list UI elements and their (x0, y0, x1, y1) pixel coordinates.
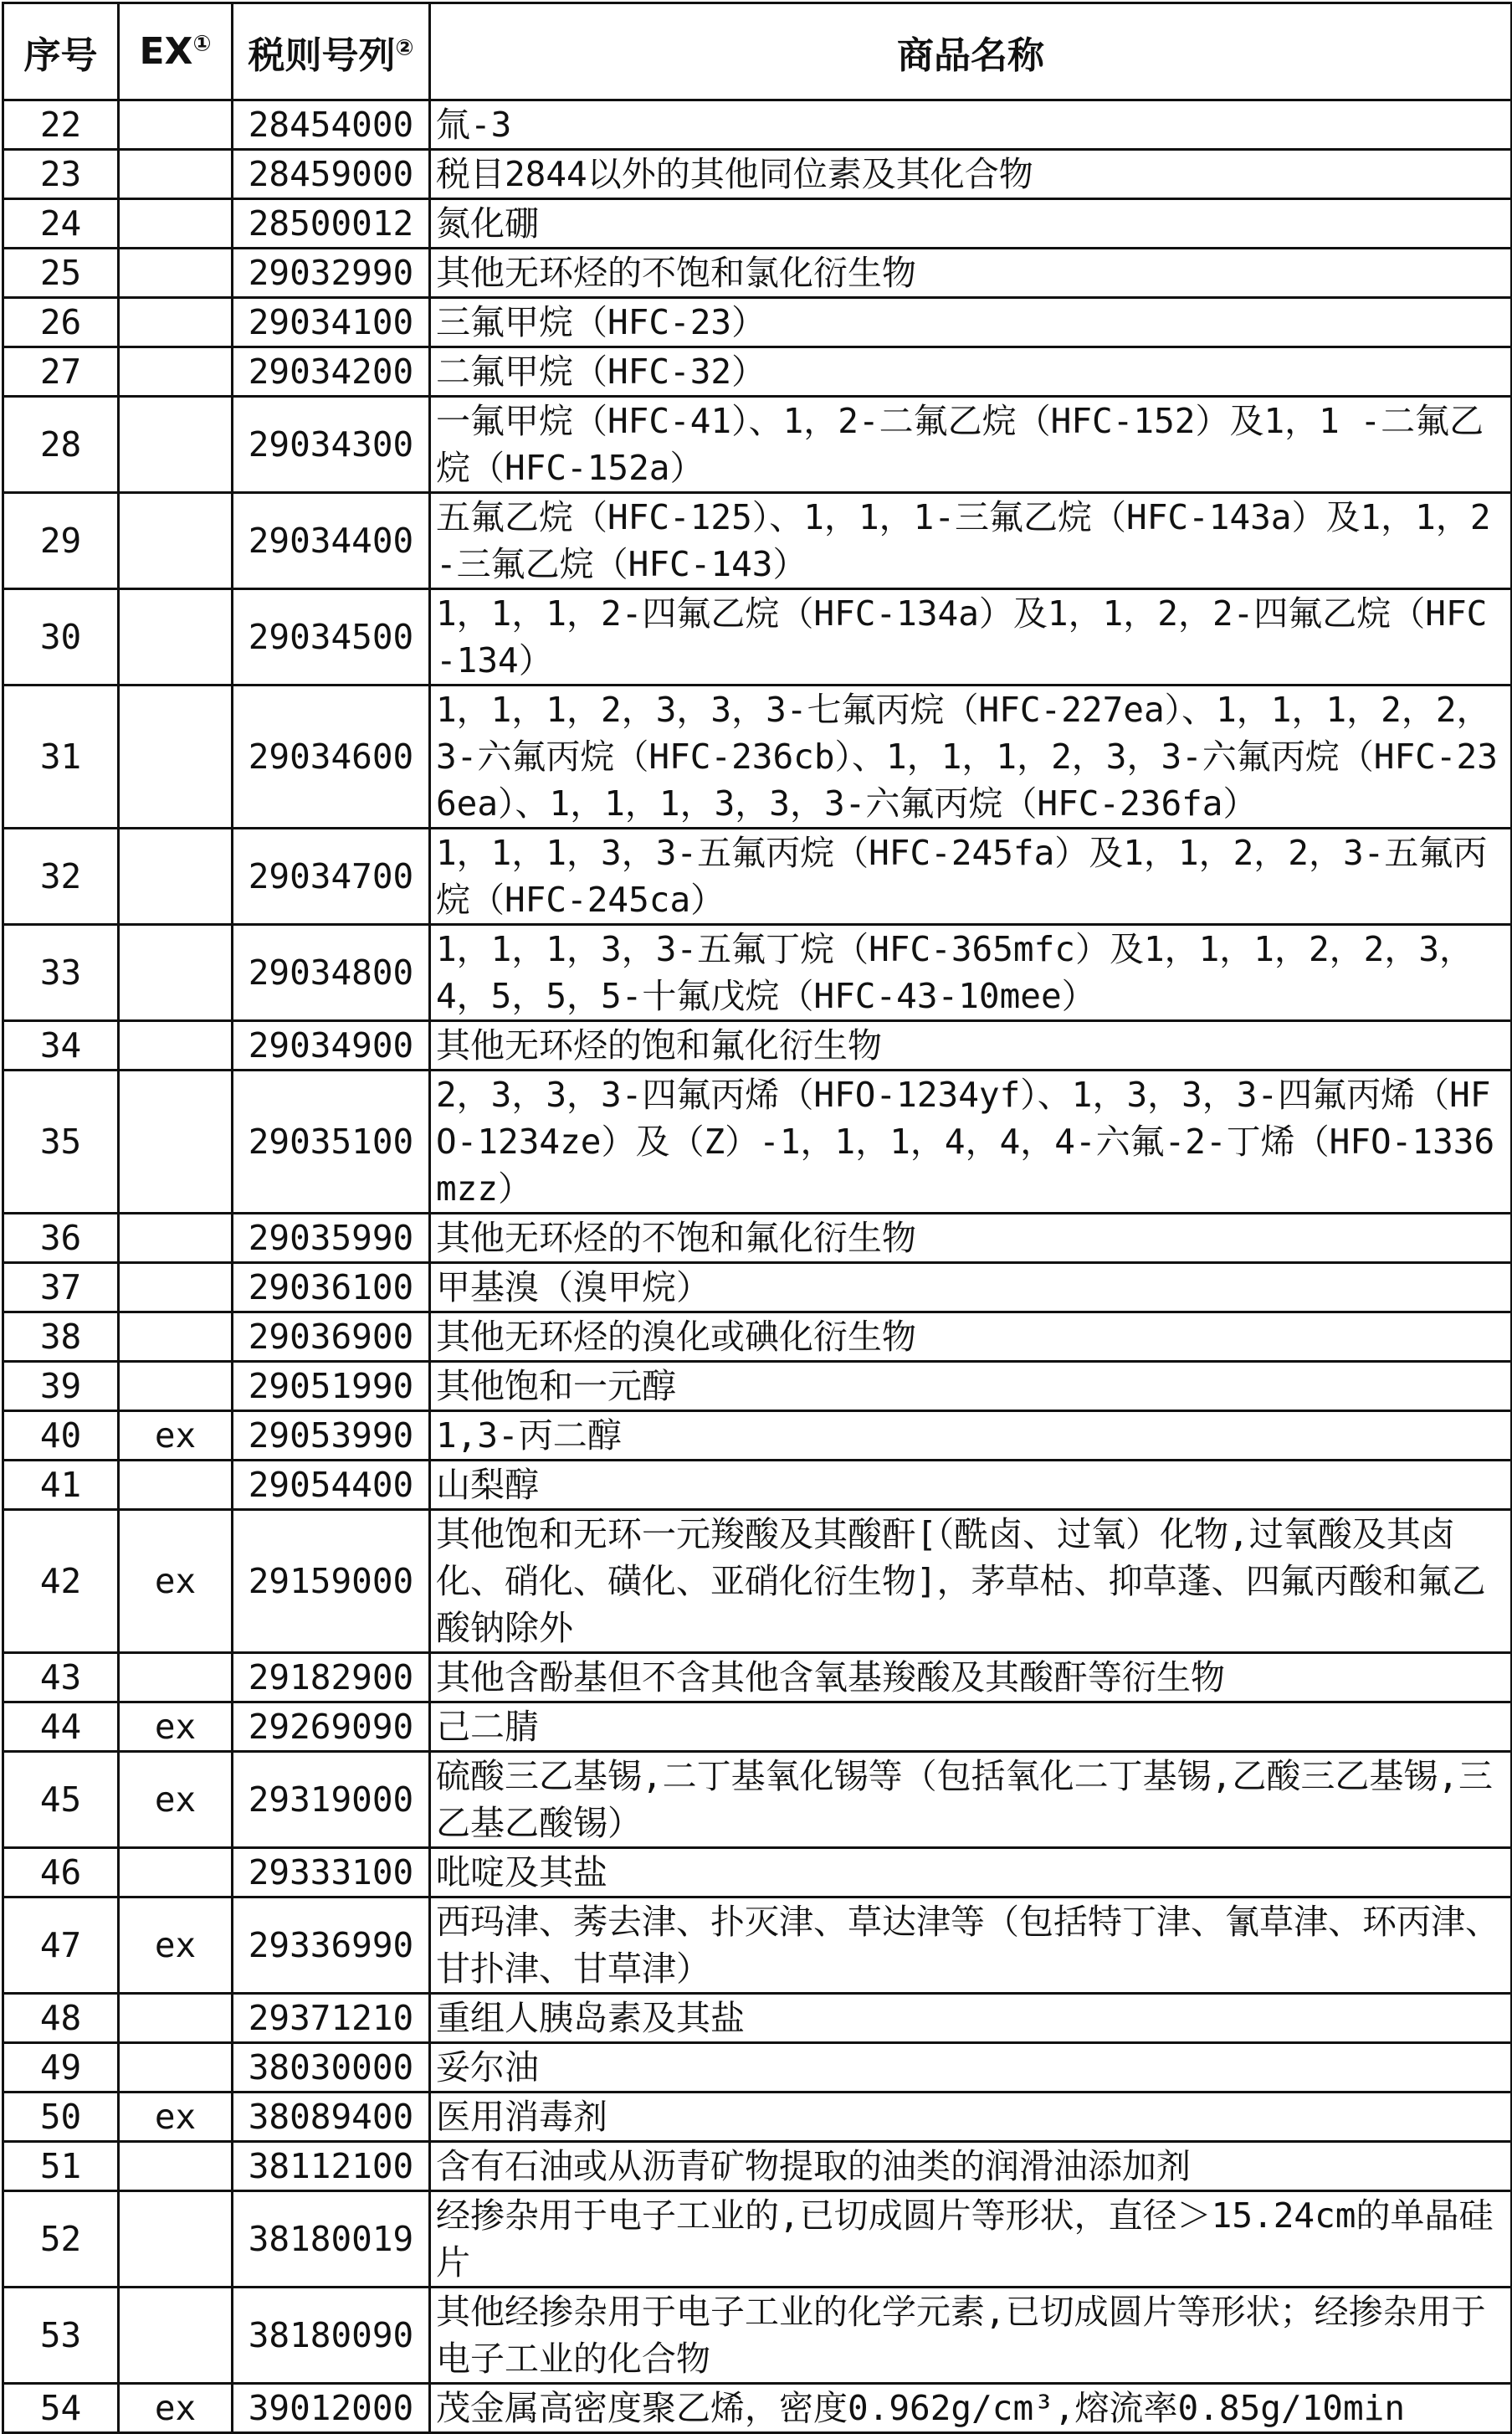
cell-code: 38180090 (233, 2288, 430, 2384)
table-row (3, 1510, 1512, 1653)
cell-code: 29053990 (233, 1411, 430, 1461)
cell-ex: ex (119, 1510, 233, 1653)
cell-seq: 23 (3, 150, 119, 199)
cell-seq: 32 (3, 829, 119, 925)
cell-name: 硫酸三乙基锡,二丁基氧化锡等（包括氧化二丁基锡,乙酸三乙基锡,三乙基乙酸锡） (430, 1752, 1512, 1848)
header-name: 商品名称 (430, 3, 1512, 100)
cell-code: 29034500 (233, 589, 430, 686)
cell-name: 一氟甲烷（HFC-41）、1，2-二氟乙烷（HFC-152）及1，1 -二氟乙烷（HFC-152a） (430, 397, 1512, 493)
cell-ex: ex (119, 1702, 233, 1752)
cell-name: 氮化硼 (430, 199, 1512, 249)
cell-name: 西玛津、莠去津、扑灭津、草达津等（包括特丁津、氰草津、环丙津、甘扑津、甘草津） (430, 1897, 1512, 1994)
cell-name: 其他无环烃的溴化或碘化衍生物 (430, 1312, 1512, 1362)
table-row (3, 1071, 1512, 1214)
cell-name: 医用消毒剂 (430, 2093, 1512, 2142)
cell-seq: 27 (3, 347, 119, 397)
cell-seq: 51 (3, 2142, 119, 2191)
cell-ex (119, 589, 233, 686)
table-row (3, 1702, 1512, 1752)
cell-ex (119, 1071, 233, 1214)
cell-seq: 40 (3, 1411, 119, 1461)
cell-ex (119, 249, 233, 298)
cell-code: 38030000 (233, 2043, 430, 2093)
cell-ex: ex (119, 2384, 233, 2433)
cell-ex (119, 150, 233, 199)
cell-name: 其他饱和无环一元羧酸及其酸酐[（酰卤、过氧）化物,过氧酸及其卤化、硝化、磺化、亚硝化衍生物]，茅草枯、抑草蓬、四氟丙酸和氟乙酸钠除外 (430, 1510, 1512, 1653)
cell-ex (119, 1021, 233, 1071)
table-row (3, 249, 1512, 298)
cell-ex (119, 1362, 233, 1411)
cell-code: 28454000 (233, 100, 430, 150)
cell-code: 38112100 (233, 2142, 430, 2191)
cell-ex (119, 1653, 233, 1702)
cell-ex (119, 1263, 233, 1312)
table-row (3, 1214, 1512, 1263)
cell-name: 其他经掺杂用于电子工业的化学元素,已切成圆片等形状；经掺杂用于电子工业的化合物 (430, 2288, 1512, 2384)
cell-seq: 25 (3, 249, 119, 298)
cell-name: 甲基溴（溴甲烷） (430, 1263, 1512, 1312)
cell-code: 29269090 (233, 1702, 430, 1752)
table-row (3, 1897, 1512, 1994)
header-ex-footnote: ① (192, 31, 212, 57)
cell-seq: 45 (3, 1752, 119, 1848)
cell-name: 1,3-丙二醇 (430, 1411, 1512, 1461)
cell-code: 29034100 (233, 298, 430, 347)
header-code-label: 税则号列 (248, 33, 396, 77)
header-code-footnote: ② (395, 34, 414, 60)
cell-name: 茂金属高密度聚乙烯，密度0.962g/cm³,熔流率0.85g/10min (430, 2384, 1512, 2433)
cell-seq: 44 (3, 1702, 119, 1752)
cell-ex (119, 2191, 233, 2288)
header-ex (119, 3, 233, 100)
cell-seq: 33 (3, 925, 119, 1021)
cell-ex: ex (119, 1897, 233, 1994)
cell-code: 29035100 (233, 1071, 430, 1214)
cell-code: 29034300 (233, 397, 430, 493)
table-row (3, 2288, 1512, 2384)
cell-name: 己二腈 (430, 1702, 1512, 1752)
cell-seq: 34 (3, 1021, 119, 1071)
table-row (3, 347, 1512, 397)
cell-ex (119, 2043, 233, 2093)
cell-seq: 36 (3, 1214, 119, 1263)
cell-code: 38180019 (233, 2191, 430, 2288)
table-row (3, 2093, 1512, 2142)
cell-name: 山梨醇 (430, 1461, 1512, 1510)
cell-code: 29371210 (233, 1994, 430, 2043)
table-row (3, 2043, 1512, 2093)
table-row (3, 1411, 1512, 1461)
cell-name: 其他无环烃的饱和氟化衍生物 (430, 1021, 1512, 1071)
cell-seq: 49 (3, 2043, 119, 2093)
cell-name: 氚-3 (430, 100, 1512, 150)
cell-ex (119, 298, 233, 347)
cell-ex (119, 1214, 233, 1263)
table-row (3, 2191, 1512, 2288)
cell-code: 29036900 (233, 1312, 430, 1362)
cell-ex (119, 1994, 233, 2043)
table-row (3, 589, 1512, 686)
cell-ex (119, 199, 233, 249)
cell-code: 29333100 (233, 1848, 430, 1897)
table-row (3, 1994, 1512, 2043)
cell-code: 29034200 (233, 347, 430, 397)
cell-name: 吡啶及其盐 (430, 1848, 1512, 1897)
cell-code: 29032990 (233, 249, 430, 298)
table-row (3, 1461, 1512, 1510)
cell-seq: 54 (3, 2384, 119, 2433)
cell-name: 重组人胰岛素及其盐 (430, 1994, 1512, 2043)
cell-code: 29051990 (233, 1362, 430, 1411)
cell-seq: 28 (3, 397, 119, 493)
cell-code: 29034900 (233, 1021, 430, 1071)
cell-seq: 50 (3, 2093, 119, 2142)
cell-code: 29336990 (233, 1897, 430, 1994)
table-row (3, 1021, 1512, 1071)
cell-code: 29035990 (233, 1214, 430, 1263)
cell-name: 其他无环烃的不饱和氟化衍生物 (430, 1214, 1512, 1263)
cell-seq: 26 (3, 298, 119, 347)
cell-code: 29036100 (233, 1263, 430, 1312)
cell-ex (119, 1312, 233, 1362)
cell-code: 29182900 (233, 1653, 430, 1702)
cell-seq: 42 (3, 1510, 119, 1653)
cell-name: 税目2844以外的其他同位素及其化合物 (430, 150, 1512, 199)
table-row (3, 150, 1512, 199)
cell-seq: 47 (3, 1897, 119, 1994)
cell-ex (119, 397, 233, 493)
table-body (3, 100, 1512, 2433)
cell-seq: 37 (3, 1263, 119, 1312)
cell-ex (119, 829, 233, 925)
cell-ex (119, 100, 233, 150)
table-row (3, 100, 1512, 150)
cell-seq: 46 (3, 1848, 119, 1897)
table-row (3, 2142, 1512, 2191)
cell-seq: 41 (3, 1461, 119, 1510)
cell-name: 二氟甲烷（HFC-32） (430, 347, 1512, 397)
cell-seq: 30 (3, 589, 119, 686)
header-ex-label: EX (139, 30, 193, 73)
cell-seq: 53 (3, 2288, 119, 2384)
table-row (3, 829, 1512, 925)
header-row (3, 3, 1512, 100)
cell-name: 2，3，3，3-四氟丙烯（HFO-1234yf）、1，3，3，3-四氟丙烯（HFO-1234ze）及（Z）-1，1，1，4，4，4-六氟-2-丁烯（HFO-1336mzz） (430, 1071, 1512, 1214)
cell-code: 29034400 (233, 493, 430, 589)
cell-name: 1，1，1，3，3-五氟丁烷（HFC-365mfc）及1，1，1，2，2，3，4，5，5，5-十氟戊烷（HFC-43-10mee） (430, 925, 1512, 1021)
cell-ex: ex (119, 2093, 233, 2142)
cell-seq: 48 (3, 1994, 119, 2043)
cell-name: 其他饱和一元醇 (430, 1362, 1512, 1411)
cell-name: 1，1，1，2-四氟乙烷（HFC-134a）及1，1，2，2-四氟乙烷（HFC-134） (430, 589, 1512, 686)
table-row (3, 298, 1512, 347)
cell-seq: 35 (3, 1071, 119, 1214)
cell-ex (119, 686, 233, 829)
cell-ex (119, 1461, 233, 1510)
cell-ex: ex (119, 1752, 233, 1848)
cell-seq: 52 (3, 2191, 119, 2288)
table-row (3, 1848, 1512, 1897)
cell-seq: 24 (3, 199, 119, 249)
table-row (3, 1653, 1512, 1702)
cell-name: 三氟甲烷（HFC-23） (430, 298, 1512, 347)
cell-seq: 29 (3, 493, 119, 589)
cell-ex (119, 2288, 233, 2384)
cell-seq: 22 (3, 100, 119, 150)
cell-ex (119, 347, 233, 397)
table-row (3, 199, 1512, 249)
cell-ex (119, 1848, 233, 1897)
cell-seq: 39 (3, 1362, 119, 1411)
cell-code: 29034800 (233, 925, 430, 1021)
cell-seq: 43 (3, 1653, 119, 1702)
cell-code: 29159000 (233, 1510, 430, 1653)
cell-name: 经掺杂用于电子工业的,已切成圆片等形状，直径＞15.24cm的单晶硅片 (430, 2191, 1512, 2288)
table-row (3, 397, 1512, 493)
cell-code: 38089400 (233, 2093, 430, 2142)
cell-ex (119, 493, 233, 589)
tariff-table (2, 2, 1512, 2434)
cell-code: 28500012 (233, 199, 430, 249)
cell-ex: ex (119, 1411, 233, 1461)
table-row (3, 493, 1512, 589)
table-row (3, 1263, 1512, 1312)
table-row (3, 1312, 1512, 1362)
cell-code: 29034700 (233, 829, 430, 925)
table-row (3, 1362, 1512, 1411)
header-seq: 序号 (3, 3, 119, 100)
cell-code: 29319000 (233, 1752, 430, 1848)
table-row (3, 2384, 1512, 2433)
cell-code: 29054400 (233, 1461, 430, 1510)
cell-name: 1，1，1，3，3-五氟丙烷（HFC-245fa）及1，1，2，2，3-五氟丙烷（HFC-245ca） (430, 829, 1512, 925)
cell-code: 39012000 (233, 2384, 430, 2433)
cell-code: 28459000 (233, 150, 430, 199)
table-row (3, 686, 1512, 829)
cell-name: 含有石油或从沥青矿物提取的油类的润滑油添加剂 (430, 2142, 1512, 2191)
cell-name: 其他含酚基但不含其他含氧基羧酸及其酸酐等衍生物 (430, 1653, 1512, 1702)
cell-name: 1，1，1，2，3，3，3-七氟丙烷（HFC-227ea）、1，1，1，2，2，3-六氟丙烷（HFC-236cb）、1，1，1，2，3，3-六氟丙烷（HFC-236ea）、1，1，1，3，3，3-六氟丙烷（HFC-236fa） (430, 686, 1512, 829)
table-row (3, 1752, 1512, 1848)
cell-seq: 38 (3, 1312, 119, 1362)
cell-name: 妥尔油 (430, 2043, 1512, 2093)
cell-ex (119, 2142, 233, 2191)
cell-name: 五氟乙烷（HFC-125）、1，1，1-三氟乙烷（HFC-143a）及1，1，2-三氟乙烷（HFC-143） (430, 493, 1512, 589)
cell-seq: 31 (3, 686, 119, 829)
cell-ex (119, 925, 233, 1021)
cell-name: 其他无环烃的不饱和氯化衍生物 (430, 249, 1512, 298)
header-code (233, 3, 430, 100)
table-row (3, 925, 1512, 1021)
cell-code: 29034600 (233, 686, 430, 829)
